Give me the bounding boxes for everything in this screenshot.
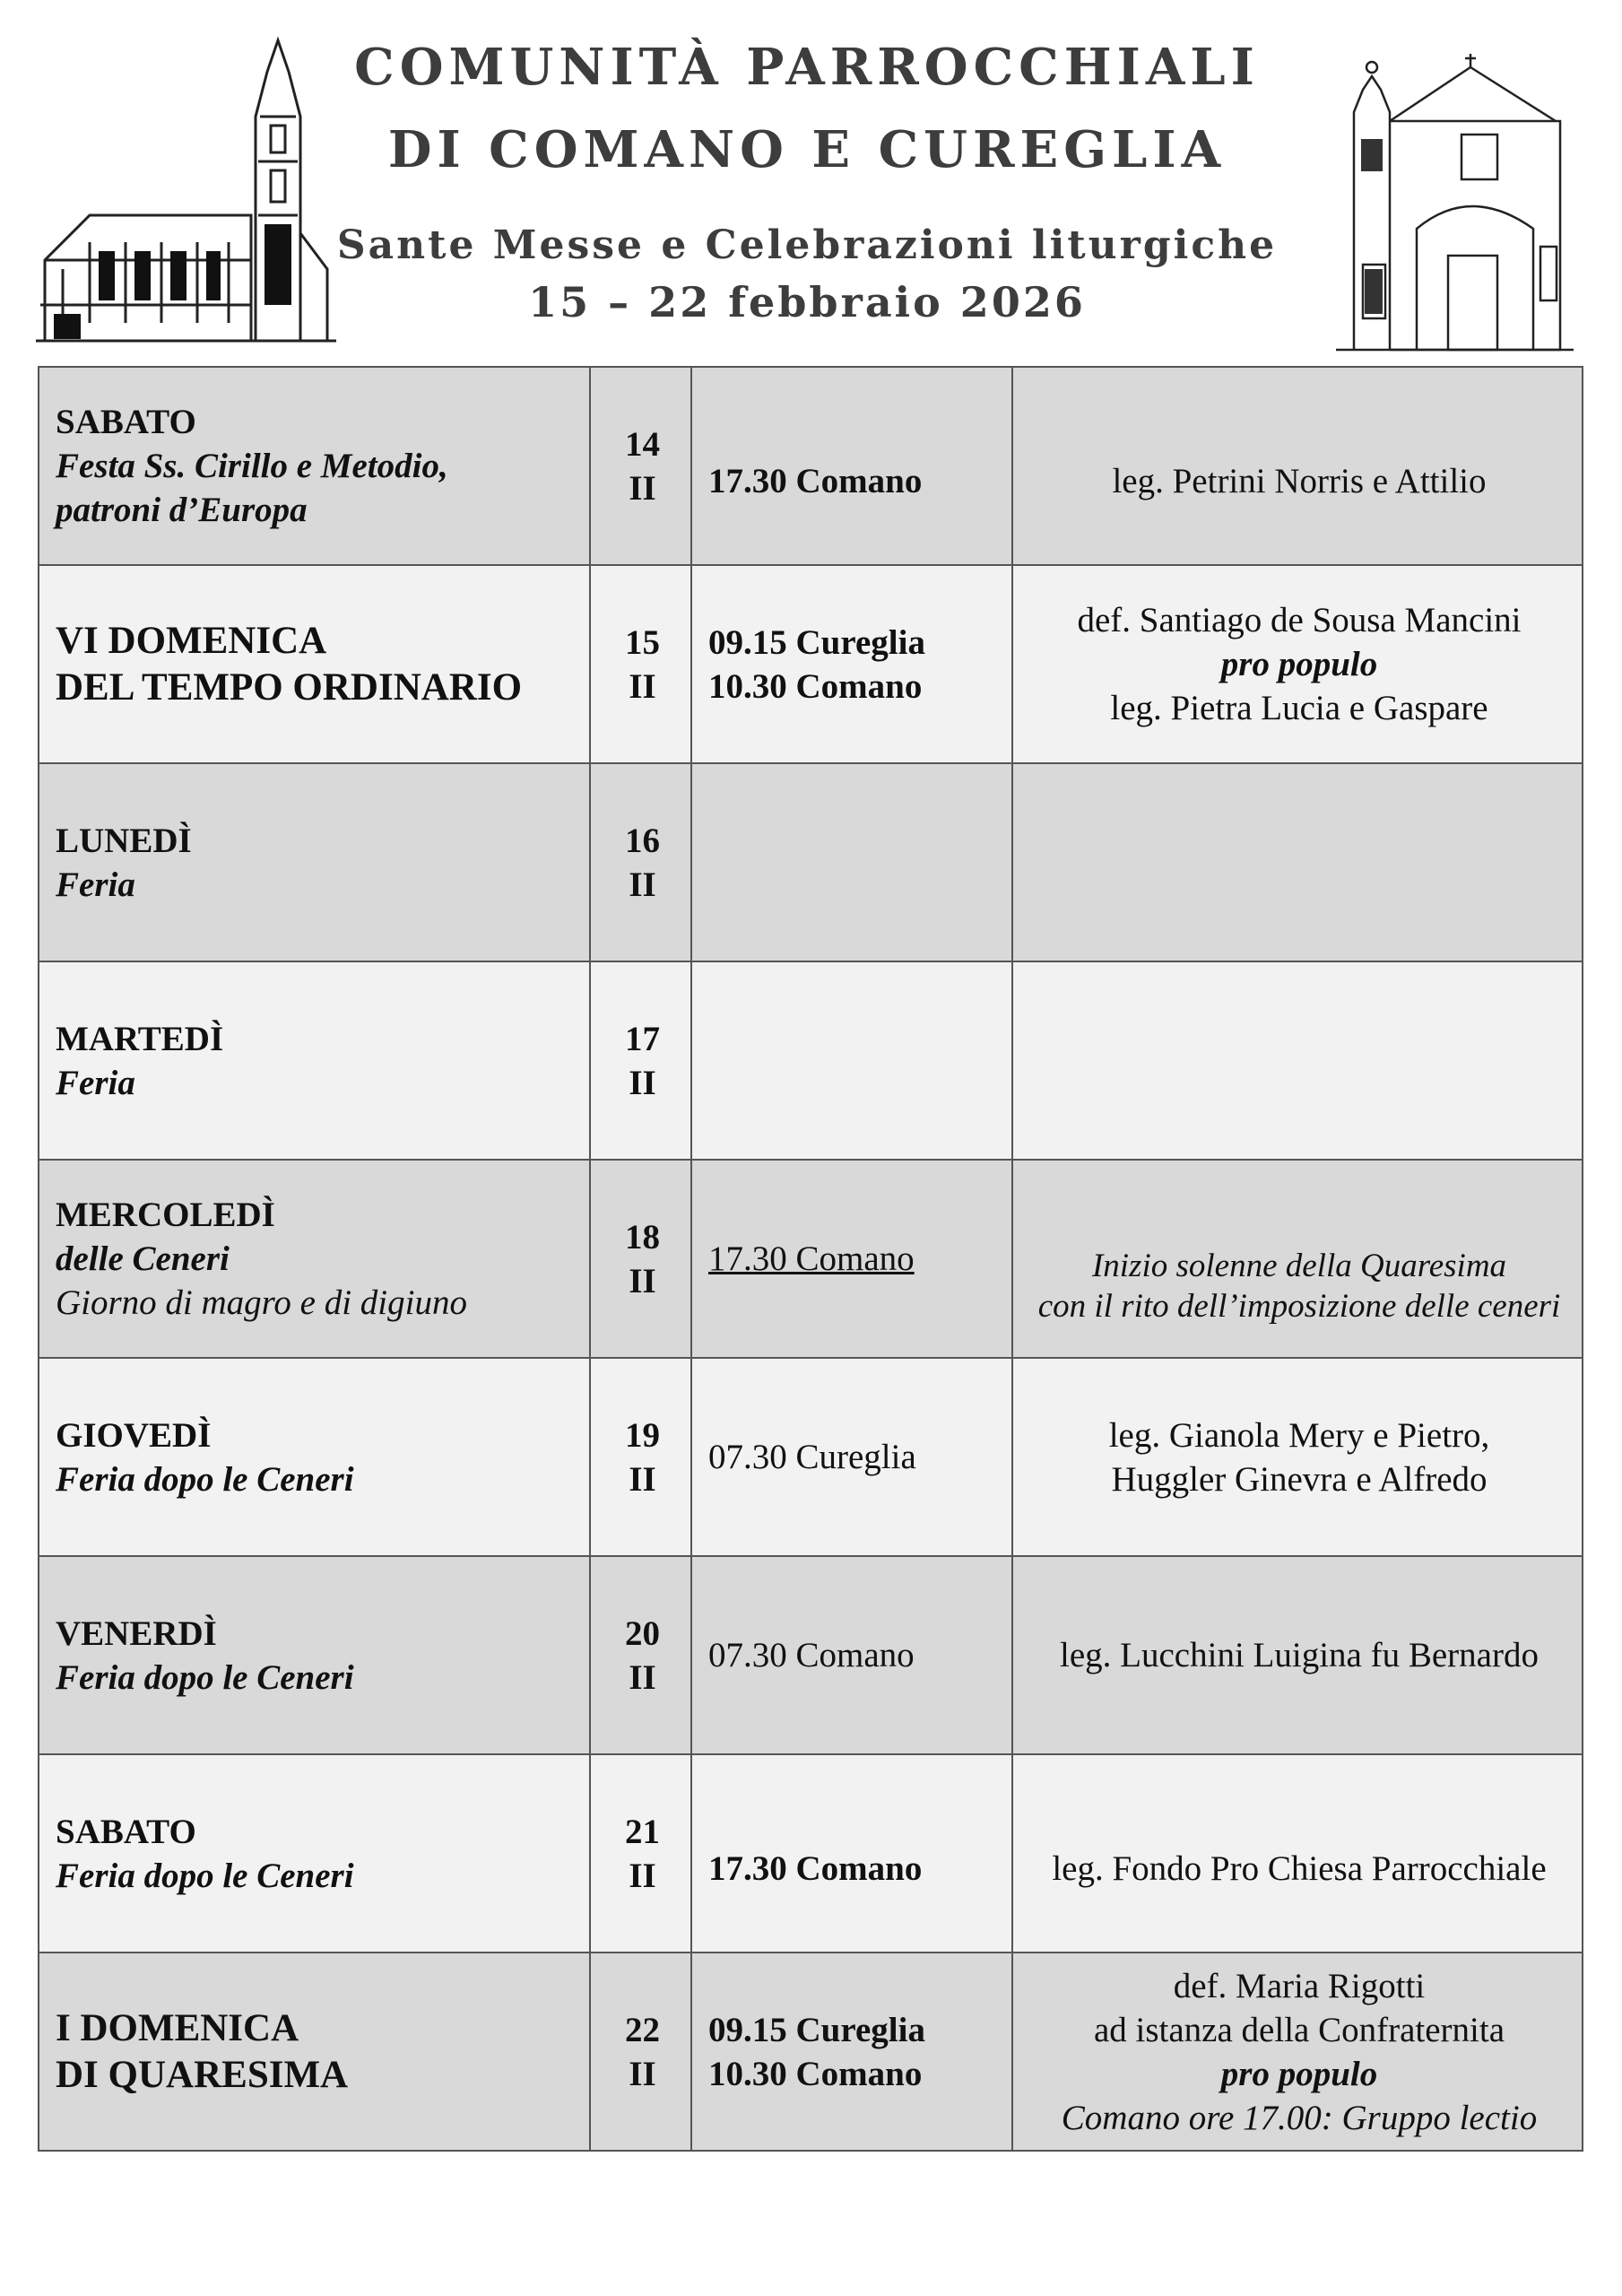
table-row	[39, 763, 1583, 961]
date-day: 14	[625, 424, 660, 464]
date-day: 15	[625, 622, 660, 662]
day-description: delle Ceneri	[56, 1239, 230, 1278]
intention-cell	[1012, 1952, 1583, 2151]
day-cell	[39, 367, 590, 565]
day-name: VENERDÌ	[56, 1613, 217, 1653]
intention-text: Comano ore 17.00: Gruppo lectio	[1061, 2098, 1538, 2137]
mass-time: 17.30 Comano	[708, 462, 923, 500]
day-cell	[39, 1952, 590, 2151]
intention-text: leg. Pietra Lucia e Gaspare	[1110, 689, 1488, 727]
header-subtitle: Sante Messe e Celebrazioni liturgiche	[336, 222, 1278, 268]
day-cell	[39, 1160, 590, 1358]
mass-time: 09.15 Cureglia	[708, 2010, 925, 2049]
header-title-line2: DI COMANO E CUREGLIA	[387, 120, 1227, 179]
intention-cell	[1012, 367, 1583, 565]
schedule-table	[38, 366, 1583, 2152]
intention-text: Huggler Ginevra e Alfredo	[1111, 1459, 1488, 1499]
time-cell	[691, 367, 1012, 565]
date-cell	[590, 367, 691, 565]
date-cell	[590, 1952, 691, 2151]
date-day: 18	[625, 1217, 660, 1257]
table-row	[39, 1160, 1583, 1358]
date-cell	[590, 1358, 691, 1556]
table-row	[39, 1754, 1583, 1952]
day-name: DEL TEMPO ORDINARIO	[56, 665, 523, 709]
date-cell	[590, 961, 691, 1160]
date-day: 21	[625, 1812, 660, 1851]
date-day: 17	[625, 1019, 660, 1058]
date-month: II	[629, 1856, 656, 1895]
day-name: SABATO	[56, 403, 196, 441]
date-cell	[590, 1754, 691, 1952]
date-cell	[590, 1556, 691, 1754]
mass-time: 07.30 Cureglia	[708, 1438, 916, 1476]
day-cell	[39, 763, 590, 961]
table-row	[39, 367, 1583, 565]
intention-cell	[1012, 565, 1583, 763]
time-cell	[691, 1358, 1012, 1556]
date-month: II	[629, 1657, 656, 1697]
intention-text: Inizio solenne della Quaresima	[1091, 1247, 1507, 1284]
intention-text: con il rito dell’imposizione delle ceneri	[1037, 1287, 1561, 1325]
mass-time: 17.30 Comano	[708, 1849, 923, 1888]
day-description: patroni d’Europa	[56, 491, 308, 529]
header-title-line1: COMUNITÀ PARROCCHIALI	[354, 38, 1260, 97]
intention-text: leg. Fondo Pro Chiesa Parrocchiale	[1052, 1849, 1547, 1888]
day-name: MERCOLEDÌ	[56, 1196, 275, 1234]
date-cell	[590, 565, 691, 763]
table-row	[39, 961, 1583, 1160]
day-note: Giorno di magro e di digiuno	[56, 1283, 467, 1322]
day-name: SABATO	[56, 1812, 196, 1851]
date-day: 20	[625, 1613, 660, 1653]
intention-cell	[1012, 1160, 1583, 1358]
intention-text: def. Maria Rigotti	[1173, 1966, 1426, 2005]
day-description: Feria	[56, 865, 135, 904]
intention-cell	[1012, 1556, 1583, 1754]
mass-time: 10.30 Comano	[708, 666, 923, 706]
time-cell	[691, 1754, 1012, 1952]
day-description: Festa Ss. Cirillo e Metodio,	[56, 447, 448, 485]
date-month: II	[629, 1261, 656, 1300]
table-row	[39, 1952, 1583, 2151]
date-cell	[590, 763, 691, 961]
day-description: Feria dopo le Ceneri	[56, 1657, 354, 1697]
table-row	[39, 565, 1583, 763]
intention-text: pro populo	[1220, 645, 1378, 683]
intention-cell	[1012, 961, 1583, 1160]
date-month: II	[629, 468, 656, 508]
day-cell	[39, 565, 590, 763]
table-row	[39, 1358, 1583, 1556]
intention-cell	[1012, 763, 1583, 961]
date-month: II	[629, 1459, 656, 1499]
day-description: Feria dopo le Ceneri	[56, 1459, 354, 1499]
table-row	[39, 1556, 1583, 1754]
date-cell	[590, 1160, 691, 1358]
day-description: Feria	[56, 1063, 135, 1102]
date-month: II	[629, 666, 656, 706]
day-cell	[39, 1556, 590, 1754]
time-cell	[691, 961, 1012, 1160]
day-cell	[39, 961, 590, 1160]
day-name: LUNEDÌ	[56, 821, 192, 860]
time-cell	[691, 763, 1012, 961]
intention-cell	[1012, 1754, 1583, 1952]
mass-time: 09.15 Cureglia	[708, 622, 925, 662]
church-sketch-right-image	[1336, 49, 1574, 354]
intention-text: def. Santiago de Sousa Mancini	[1077, 601, 1522, 639]
day-name: VI DOMENICA	[56, 619, 327, 662]
day-name: I DOMENICA	[56, 2006, 299, 2049]
day-name: DI QUARESIMA	[56, 2053, 349, 2096]
time-cell	[691, 1556, 1012, 1754]
date-day: 19	[625, 1415, 660, 1455]
date-day: 16	[625, 821, 660, 860]
day-description: Feria dopo le Ceneri	[56, 1856, 354, 1895]
mass-time: 10.30 Comano	[708, 2054, 923, 2093]
mass-time: 07.30 Comano	[708, 1636, 915, 1674]
intention-text: leg. Petrini Norris e Attilio	[1112, 462, 1487, 500]
day-name: MARTEDÌ	[56, 1019, 224, 1058]
time-cell	[691, 1952, 1012, 2151]
day-name: GIOVEDÌ	[56, 1415, 212, 1455]
time-cell	[691, 1160, 1012, 1358]
intention-text: leg. Lucchini Luigina fu Bernardo	[1060, 1636, 1539, 1674]
day-cell	[39, 1358, 590, 1556]
intention-text: ad istanza della Confraternita	[1093, 2010, 1505, 2049]
date-month: II	[629, 1063, 656, 1102]
date-month: II	[629, 2054, 656, 2093]
mass-time: 17.30 Comano	[708, 1239, 915, 1278]
time-cell	[691, 565, 1012, 763]
intention-text: leg. Gianola Mery e Pietro,	[1108, 1415, 1490, 1455]
header-dates: 15 – 22 febbraio 2026	[528, 278, 1086, 326]
intention-cell	[1012, 1358, 1583, 1556]
date-month: II	[629, 865, 656, 904]
date-day: 22	[625, 2010, 660, 2049]
intention-text: pro populo	[1220, 2054, 1378, 2093]
day-cell	[39, 1754, 590, 1952]
